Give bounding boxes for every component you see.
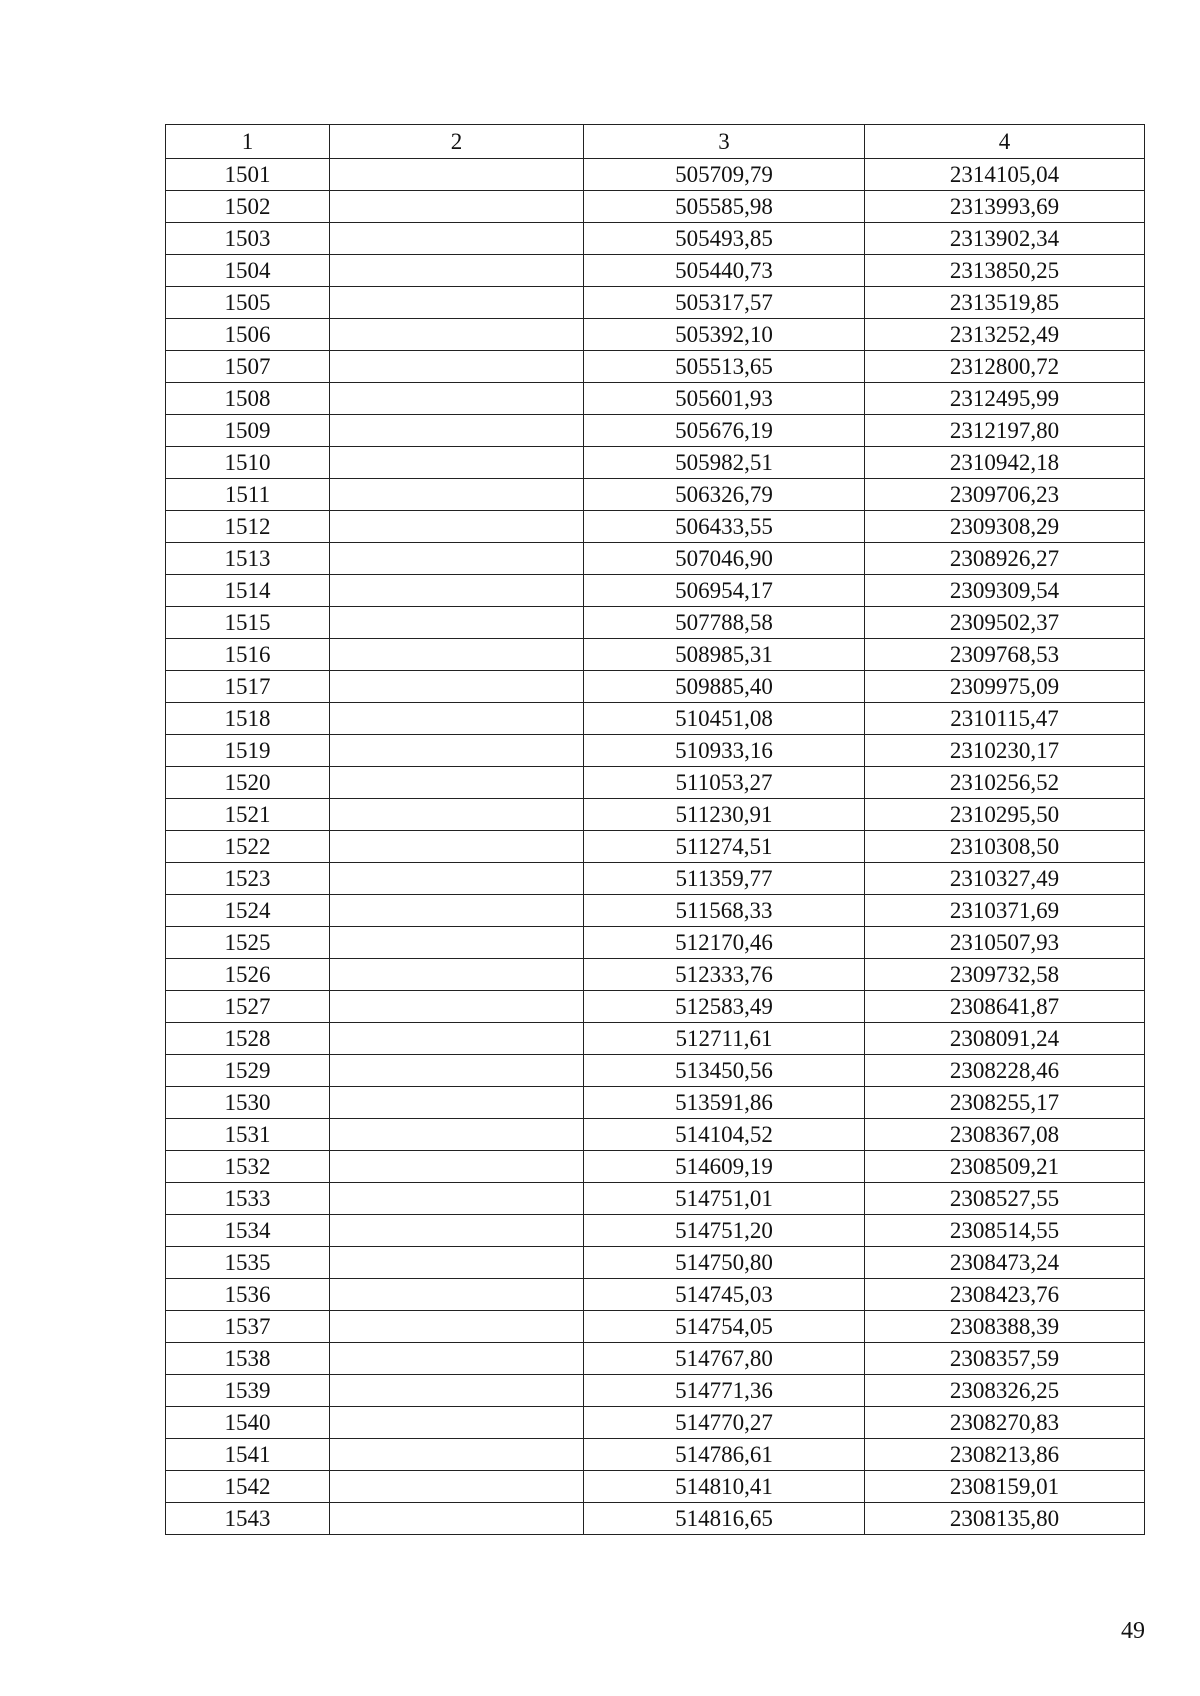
table-cell: 505493,85: [584, 223, 865, 255]
table-cell: 2308228,46: [865, 1055, 1145, 1087]
table-cell: [330, 575, 584, 607]
table-cell: 2310295,50: [865, 799, 1145, 831]
table-cell: [330, 383, 584, 415]
page-number: 49: [1121, 1618, 1145, 1644]
table-cell: 2308367,08: [865, 1119, 1145, 1151]
table-row: [166, 1055, 1145, 1087]
table-cell: 514770,27: [584, 1407, 865, 1439]
table-row: [166, 735, 1145, 767]
table-row: [166, 1215, 1145, 1247]
table-cell: [330, 159, 584, 191]
table-cell: 2309768,53: [865, 639, 1145, 671]
table-row: [166, 671, 1145, 703]
table-cell: 514810,41: [584, 1471, 865, 1503]
table-cell: [330, 1119, 584, 1151]
table-cell: 506433,55: [584, 511, 865, 543]
table-row: [166, 959, 1145, 991]
table-cell: 2308270,83: [865, 1407, 1145, 1439]
table-cell: [330, 1247, 584, 1279]
table-row: [166, 191, 1145, 223]
coordinate-table: [165, 124, 1145, 1535]
table-row: [166, 703, 1145, 735]
table-row: [166, 415, 1145, 447]
table-cell: 510933,16: [584, 735, 865, 767]
table-cell: 2308213,86: [865, 1439, 1145, 1471]
table-cell: 2309309,54: [865, 575, 1145, 607]
table-row: [166, 1311, 1145, 1343]
table-cell: 507046,90: [584, 543, 865, 575]
table-cell: 2310942,18: [865, 447, 1145, 479]
table-cell: [330, 287, 584, 319]
table-cell: [330, 319, 584, 351]
table-cell: 2309732,58: [865, 959, 1145, 991]
table-cell: 1517: [166, 671, 330, 703]
table-cell: 514754,05: [584, 1311, 865, 1343]
table-row: [166, 351, 1145, 383]
table-cell: 2308473,24: [865, 1247, 1145, 1279]
table-cell: 505317,57: [584, 287, 865, 319]
table-cell: 1537: [166, 1311, 330, 1343]
table-cell: [330, 1407, 584, 1439]
table-cell: [330, 703, 584, 735]
table-cell: [330, 351, 584, 383]
table-row: [166, 543, 1145, 575]
table-row: [166, 383, 1145, 415]
table-row: [166, 1503, 1145, 1535]
table-cell: 509885,40: [584, 671, 865, 703]
table-cell: 505601,93: [584, 383, 865, 415]
table-cell: [330, 479, 584, 511]
table-row: [166, 287, 1145, 319]
table-cell: 2312197,80: [865, 415, 1145, 447]
table-cell: 1504: [166, 255, 330, 287]
table-cell: [330, 991, 584, 1023]
table-cell: 2313902,34: [865, 223, 1145, 255]
table-cell: 514771,36: [584, 1375, 865, 1407]
table-cell: 1532: [166, 1151, 330, 1183]
table-cell: 2310308,50: [865, 831, 1145, 863]
table-cell: 505585,98: [584, 191, 865, 223]
table-cell: 505982,51: [584, 447, 865, 479]
table-cell: [330, 1183, 584, 1215]
table-cell: 2308357,59: [865, 1343, 1145, 1375]
table-cell: [330, 927, 584, 959]
table-cell: 505676,19: [584, 415, 865, 447]
table-cell: 511359,77: [584, 863, 865, 895]
table-cell: 2310371,69: [865, 895, 1145, 927]
table-cell: 1505: [166, 287, 330, 319]
table-row: [166, 1119, 1145, 1151]
table-body: [166, 159, 1145, 1535]
table-cell: 512583,49: [584, 991, 865, 1023]
table-row: [166, 1023, 1145, 1055]
table-cell: 514751,20: [584, 1215, 865, 1247]
table-cell: 514786,61: [584, 1439, 865, 1471]
table-cell: [330, 1471, 584, 1503]
table-cell: 505709,79: [584, 159, 865, 191]
table-row: [166, 1471, 1145, 1503]
table-cell: [330, 767, 584, 799]
table-cell: 2308388,39: [865, 1311, 1145, 1343]
table-cell: 1524: [166, 895, 330, 927]
table-row: [166, 1439, 1145, 1471]
table-cell: 2308135,80: [865, 1503, 1145, 1535]
table-cell: 511568,33: [584, 895, 865, 927]
table-row: [166, 831, 1145, 863]
table-cell: 505392,10: [584, 319, 865, 351]
table-cell: 2313993,69: [865, 191, 1145, 223]
table-cell: 514104,52: [584, 1119, 865, 1151]
table-cell: 2314105,04: [865, 159, 1145, 191]
column-header: 4: [865, 125, 1145, 159]
table-row: [166, 223, 1145, 255]
table-cell: 2308091,24: [865, 1023, 1145, 1055]
table-row: [166, 1247, 1145, 1279]
table-cell: 2313519,85: [865, 287, 1145, 319]
table-row: [166, 1151, 1145, 1183]
table-cell: [330, 895, 584, 927]
table-cell: [330, 1087, 584, 1119]
table-row: [166, 447, 1145, 479]
table-row: [166, 991, 1145, 1023]
table-cell: [330, 671, 584, 703]
table-row: [166, 319, 1145, 351]
table-cell: [330, 1151, 584, 1183]
table-cell: 2308527,55: [865, 1183, 1145, 1215]
table-cell: 1526: [166, 959, 330, 991]
table-row: [166, 767, 1145, 799]
table-cell: 2309308,29: [865, 511, 1145, 543]
table-cell: 2309975,09: [865, 671, 1145, 703]
table-cell: [330, 1375, 584, 1407]
table-cell: 1535: [166, 1247, 330, 1279]
table-cell: 505440,73: [584, 255, 865, 287]
table-row: [166, 639, 1145, 671]
table-cell: 1515: [166, 607, 330, 639]
table-row: [166, 575, 1145, 607]
table-cell: 2308641,87: [865, 991, 1145, 1023]
table-cell: 2312495,99: [865, 383, 1145, 415]
table-cell: [330, 1343, 584, 1375]
table-cell: [330, 735, 584, 767]
column-header: 2: [330, 125, 584, 159]
table-row: [166, 863, 1145, 895]
table-row: [166, 1279, 1145, 1311]
table-cell: 1509: [166, 415, 330, 447]
table-cell: [330, 799, 584, 831]
table-cell: 1523: [166, 863, 330, 895]
table-cell: 1512: [166, 511, 330, 543]
table-cell: 1507: [166, 351, 330, 383]
table-cell: [330, 639, 584, 671]
table-cell: 511230,91: [584, 799, 865, 831]
table-row: [166, 479, 1145, 511]
table-cell: 1508: [166, 383, 330, 415]
table-cell: [330, 223, 584, 255]
table-cell: 1540: [166, 1407, 330, 1439]
table-cell: [330, 863, 584, 895]
table-cell: 1501: [166, 159, 330, 191]
table-cell: 514609,19: [584, 1151, 865, 1183]
table-cell: 2313252,49: [865, 319, 1145, 351]
table-cell: [330, 1215, 584, 1247]
table-cell: 512711,61: [584, 1023, 865, 1055]
table-row: [166, 895, 1145, 927]
table-cell: 2309502,37: [865, 607, 1145, 639]
table-row: [166, 159, 1145, 191]
table-cell: 1519: [166, 735, 330, 767]
table-cell: 2308509,21: [865, 1151, 1145, 1183]
table-cell: 1541: [166, 1439, 330, 1471]
table-cell: 513450,56: [584, 1055, 865, 1087]
table-cell: 510451,08: [584, 703, 865, 735]
table-cell: [330, 255, 584, 287]
table-cell: 1539: [166, 1375, 330, 1407]
column-header: 3: [584, 125, 865, 159]
table-row: [166, 1087, 1145, 1119]
table-cell: 514767,80: [584, 1343, 865, 1375]
table-cell: [330, 831, 584, 863]
table-row: [166, 255, 1145, 287]
table-cell: 1518: [166, 703, 330, 735]
header-row: [166, 125, 1145, 159]
table-cell: 1529: [166, 1055, 330, 1087]
table-cell: 1521: [166, 799, 330, 831]
table-row: [166, 1183, 1145, 1215]
table-cell: 2310230,17: [865, 735, 1145, 767]
table-row: [166, 1375, 1145, 1407]
table-cell: [330, 1439, 584, 1471]
table-cell: 2308514,55: [865, 1215, 1145, 1247]
table-cell: 2309706,23: [865, 479, 1145, 511]
table-cell: 1502: [166, 191, 330, 223]
table-cell: [330, 1503, 584, 1535]
table-cell: 1511: [166, 479, 330, 511]
table-cell: 1534: [166, 1215, 330, 1247]
table-row: [166, 799, 1145, 831]
table-cell: 2308326,25: [865, 1375, 1145, 1407]
table-cell: 2312800,72: [865, 351, 1145, 383]
table-row: [166, 511, 1145, 543]
table-row: [166, 607, 1145, 639]
table-cell: [330, 415, 584, 447]
table-cell: 1506: [166, 319, 330, 351]
table-cell: 514816,65: [584, 1503, 865, 1535]
table-cell: 508985,31: [584, 639, 865, 671]
table-cell: 511274,51: [584, 831, 865, 863]
table-cell: 514751,01: [584, 1183, 865, 1215]
table-cell: [330, 1055, 584, 1087]
table-cell: 1527: [166, 991, 330, 1023]
table-cell: 1536: [166, 1279, 330, 1311]
table-cell: 512333,76: [584, 959, 865, 991]
table-cell: 2310256,52: [865, 767, 1145, 799]
table-cell: 2313850,25: [865, 255, 1145, 287]
table-cell: 2310507,93: [865, 927, 1145, 959]
table-cell: 513591,86: [584, 1087, 865, 1119]
table-cell: 1533: [166, 1183, 330, 1215]
table-cell: 2310327,49: [865, 863, 1145, 895]
table-cell: [330, 607, 584, 639]
table-row: [166, 1407, 1145, 1439]
table-cell: [330, 447, 584, 479]
table-cell: 1530: [166, 1087, 330, 1119]
table-cell: 512170,46: [584, 927, 865, 959]
table-cell: 1503: [166, 223, 330, 255]
table-cell: 1522: [166, 831, 330, 863]
table-row: [166, 927, 1145, 959]
table-cell: 1510: [166, 447, 330, 479]
table-cell: [330, 1311, 584, 1343]
table-cell: [330, 1023, 584, 1055]
table-cell: [330, 1279, 584, 1311]
column-header: 1: [166, 125, 330, 159]
table-cell: 1543: [166, 1503, 330, 1535]
table-cell: 1513: [166, 543, 330, 575]
table-cell: 1542: [166, 1471, 330, 1503]
table-cell: 2308423,76: [865, 1279, 1145, 1311]
table-cell: 506326,79: [584, 479, 865, 511]
table-cell: [330, 543, 584, 575]
table-cell: 505513,65: [584, 351, 865, 383]
table-cell: [330, 511, 584, 543]
table-cell: 1528: [166, 1023, 330, 1055]
table-cell: 2308926,27: [865, 543, 1145, 575]
table-cell: 1516: [166, 639, 330, 671]
table-cell: 1520: [166, 767, 330, 799]
table-cell: 511053,27: [584, 767, 865, 799]
table-cell: [330, 191, 584, 223]
table-cell: 1531: [166, 1119, 330, 1151]
table-cell: 2310115,47: [865, 703, 1145, 735]
table-cell: 506954,17: [584, 575, 865, 607]
table-cell: 1538: [166, 1343, 330, 1375]
table-cell: 2308255,17: [865, 1087, 1145, 1119]
table-row: [166, 1343, 1145, 1375]
table-cell: [330, 959, 584, 991]
table-cell: 1525: [166, 927, 330, 959]
table-cell: 507788,58: [584, 607, 865, 639]
table-cell: 1514: [166, 575, 330, 607]
table-cell: 2308159,01: [865, 1471, 1145, 1503]
table-cell: 514745,03: [584, 1279, 865, 1311]
table-cell: 514750,80: [584, 1247, 865, 1279]
